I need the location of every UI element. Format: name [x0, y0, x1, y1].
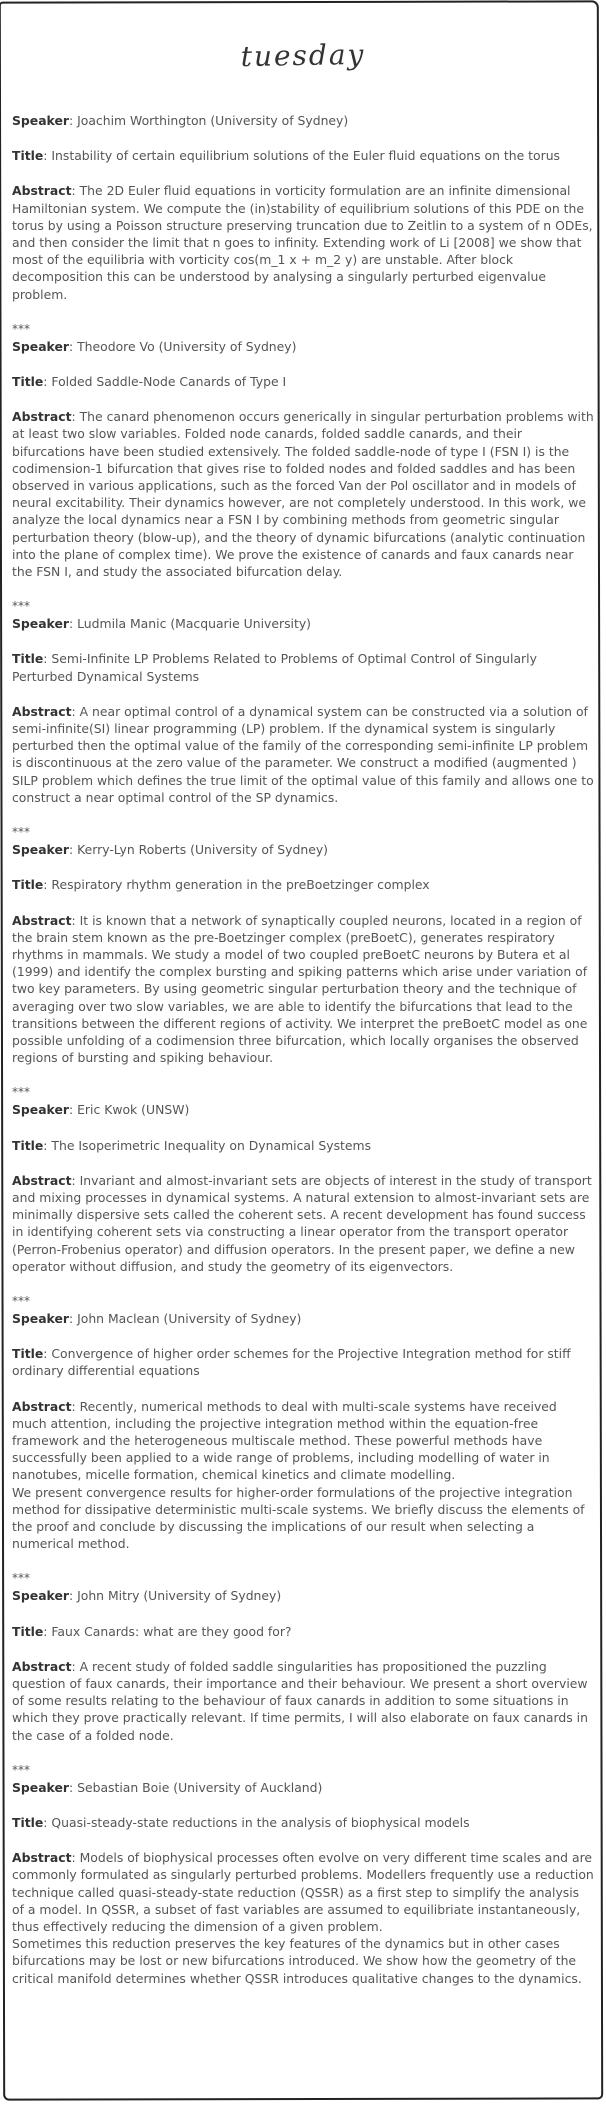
- talk-title: [12, 650, 594, 684]
- talk-entry: [12, 1293, 594, 1552]
- abstract-text: : Recently, numerical methods to deal with multi-scale systems have received much attention, including the projective integration method within the equation-free framework and the heterogeneous multiscale method. These powerful methods have successfully been applied to a wide range of problems, including modelling of water in nanotubes, micelle formation, chemical kinetics and climate modelling.: [12, 1398, 557, 1483]
- abstract-label: Abstract: [12, 1658, 72, 1674]
- abstract-paragraph: [12, 1398, 594, 1484]
- title-label: Title: [12, 1346, 44, 1362]
- title-label: Title: [12, 651, 44, 667]
- speaker-label: Speaker: [12, 1588, 69, 1604]
- abstract-text: : A near optimal control of a dynamical system can be constructed via a solution of semi-infinite(SI) linear programming (LP) problem. If the dynamical system is singularly perturbed then the optimal value of the family of the corresponding semi-infinite LP problem is discontinuous at the zero value of the parameter. We construct a modified (augmented ) SILP problem which defines the true limit of the optimal value of this family and allows one to construct a near optimal control of the SP dynamics.: [12, 703, 594, 805]
- abstract-paragraph: [12, 408, 594, 580]
- talk-title-text: : Convergence of higher order schemes for the Projective Integration method for stiff ordinary differential equations: [12, 1346, 571, 1379]
- talk-title-text: : The Isoperimetric Inequality on Dynamical Systems: [43, 1137, 372, 1153]
- title-label: Title: [12, 877, 44, 893]
- talk-separator: ***: [12, 321, 30, 336]
- speaker-label: Speaker: [12, 616, 69, 632]
- talk-title: [12, 1137, 594, 1154]
- abstract-label: Abstract: [12, 1850, 72, 1866]
- talk-speaker: [12, 1310, 594, 1327]
- talk-list: [12, 112, 594, 1987]
- abstract-text: : Invariant and almost-invariant sets are objects of interest in the study of transport and mixing processes in dynamical systems. A natural extension to almost-invariant sets are minimally dispersive sets called the coherent sets. A recent development has found success in identifying coherent sets via constructing a linear operator from the transport operator (Perron-Frobenius operator) and diffusion operators. In the present paper, we define a new operator without diffusion, and study the geometry of its eigenvectors.: [12, 1172, 592, 1274]
- talk-title-text: : Respiratory rhythm generation in the preBoetzinger complex: [43, 877, 430, 893]
- abstract-text: : The canard phenomenon occurs generically in singular perturbation problems with at least two slow variables. Folded node canards, folded saddle canards, and their bifurcations have been studied extensively. The folded saddle-node of type I (FSN I) is the codimension-1 bifurcation that gives rise to folded nodes and folded saddles and has been observed in various applications, such as the forced Van der Pol oscillator and in models of neural excitability. Their dynamics however, are not completely understood. In this work, we analyze the local dynamics near a FSN I by combining methods from geometric singular perturbation theory (blow-up), and the theory of dynamic bifurcations (analytic continuation into the plane of complex time). We prove the existence of canards and faux canards near the FSN I, and study the associated bifurcation delay.: [12, 409, 594, 580]
- title-label: Title: [12, 374, 44, 390]
- talk-title-text: : Faux Canards: what are they good for?: [43, 1623, 292, 1639]
- speaker-name: : Kerry-Lyn Roberts (University of Sydney): [68, 842, 329, 858]
- abstract-paragraph: [12, 912, 594, 1067]
- talk-separator: ***: [12, 1085, 30, 1100]
- talk-speaker: [12, 1101, 594, 1118]
- speaker-name: : Joachim Worthington (University of Sydney): [68, 113, 349, 128]
- speaker-label: Speaker: [12, 1310, 69, 1326]
- talk-speaker: [12, 338, 594, 355]
- talk-abstract: [12, 182, 594, 302]
- speaker-label: Speaker: [12, 1102, 69, 1118]
- talk-abstract: [12, 1172, 594, 1275]
- abstract-paragraph: [12, 1484, 594, 1553]
- day-heading: tuesday: [240, 37, 366, 74]
- abstract-text: Sometimes this reduction preserves the key features of the dynamics but in other cases bifurcations may be lost or new bifurcations introduced. We show how the geometry of the critical manifold determines whether QSSR introduces qualitative changes to the dynamics.: [12, 1936, 582, 1986]
- abstract-label: Abstract: [12, 1398, 72, 1414]
- title-label: Title: [12, 1137, 44, 1153]
- talk-speaker: [12, 112, 594, 129]
- talk-speaker: [12, 1779, 594, 1796]
- talk-separator: ***: [12, 1293, 30, 1308]
- talk-title-text: : Folded Saddle-Node Canards of Type I: [43, 374, 287, 390]
- abstract-text: : Models of biophysical processes often evolve on very different time scales and are commonly formulated as singularly perturbed problems. Modellers frequently use a reduction technique called quasi-steady-state reduction (QSSR) as a first step to simplify the analysis of a model. In QSSR, a subset of fast variables are assumed to equilibriate instantaneously, thus effectively reducing the dimension of a given problem.: [12, 1850, 594, 1935]
- talk-entry: [12, 112, 594, 303]
- abstract-text: : The 2D Euler fluid equations in vorticity formulation are an infinite dimensional Hamiltonian system. We compute the (in)stability of equilibrium solutions of this PDE on the torus by using a Poisson structure preserving truncation due to Zeitlin to a system of n ODEs, and then consider the limit that n goes to infinity. Extending work of Li [2008] we show that most of the equilibria with vorticity cos(m_1 x + m_2 y) are unstable. After block decomposition this can be understood by analysing a singularly perturbed eigenvalue problem.: [12, 183, 593, 302]
- talk-separator: ***: [12, 1762, 30, 1777]
- talk-separator: ***: [12, 1571, 30, 1586]
- speaker-label: Speaker: [12, 113, 69, 128]
- talk-title: [12, 876, 594, 893]
- abstract-paragraph: [12, 1849, 594, 1935]
- talk-title: [12, 1623, 594, 1640]
- talk-title-text: : Instability of certain equilibrium solutions of the Euler fluid equations on the torus: [43, 148, 561, 164]
- speaker-name: : Eric Kwok (UNSW): [68, 1102, 190, 1118]
- speaker-name: : John Maclean (University of Sydney): [68, 1310, 302, 1326]
- talk-entry: [12, 321, 594, 580]
- talk-abstract: [12, 408, 594, 580]
- talk-title: [12, 147, 594, 164]
- talk-abstract: [12, 912, 594, 1067]
- talk-speaker: [12, 615, 594, 632]
- speaker-label: Speaker: [12, 338, 69, 354]
- abstract-text: We present convergence results for higher-order formulations of the projective integration method for dissipative deterministic multi-scale systems. We briefly discuss the elements of the proof and conclude by discussing the implications of our result when selecting a numerical method.: [12, 1484, 585, 1552]
- speaker-name: : Theodore Vo (University of Sydney): [68, 338, 297, 354]
- talk-entry: [12, 1762, 594, 1987]
- speaker-name: : Sebastian Boie (University of Auckland): [68, 1779, 323, 1795]
- talk-separator: ***: [12, 599, 30, 614]
- talk-speaker: [12, 1587, 594, 1604]
- talk-entry: [12, 598, 594, 806]
- talk-title-text: : Semi-Infinite LP Problems Related to Problems of Optimal Control of Singularly Perturbed Dynamical Systems: [12, 651, 537, 684]
- talk-abstract: [12, 1398, 594, 1553]
- talk-abstract: [12, 1849, 594, 1987]
- abstract-label: Abstract: [12, 703, 72, 719]
- abstract-label: Abstract: [12, 183, 72, 199]
- talk-abstract: [12, 1658, 594, 1744]
- abstract-paragraph: [12, 1935, 594, 1987]
- talk-entry: [12, 1084, 594, 1275]
- abstract-label: Abstract: [12, 1172, 72, 1188]
- speaker-name: : John Mitry (University of Sydney): [68, 1588, 282, 1604]
- speaker-label: Speaker: [12, 842, 69, 858]
- abstract-text: : A recent study of folded saddle singularities has propositioned the puzzling question of faux canards, their importance and their behaviour. We present a short overview of some results relating to the behaviour of faux canards in addition to some situations in which they prove practically relevant. If time permits, I will also elaborate on faux canards in the case of a folded node.: [12, 1658, 588, 1743]
- talk-title: [12, 373, 594, 390]
- abstract-paragraph: [12, 703, 594, 806]
- talk-separator: ***: [12, 825, 30, 840]
- abstract-text: : It is known that a network of synaptically coupled neurons, located in a region of the brain stem known as the pre-Boetzinger complex (preBoetC), generates respiratory rhythms in mammals. We study a model of two coupled preBoetC neurons by Butera et al (1999) and identify the complex bursting and spiking patterns which arise under variation of two key parameters. By using geometric singular perturbation theory and the technique of averaging over two slow variables, we are able to identify the bifurcations that lead to the transitions between the different regions of activity. We interpret the preBoetC model as one possible unfolding of a codimension three bifurcation, which locally organises the observed regions of bursting and spiking behaviour.: [12, 912, 588, 1066]
- talk-speaker: [12, 841, 594, 858]
- speaker-label: Speaker: [12, 1779, 69, 1795]
- talk-title: [12, 1814, 594, 1831]
- speaker-name: : Ludmila Manic (Macquarie University): [68, 616, 311, 632]
- program-content: [12, 36, 594, 2005]
- abstract-paragraph: [12, 1658, 594, 1744]
- abstract-paragraph: [12, 1172, 594, 1275]
- talk-title-text: : Quasi-steady-state reductions in the analysis of biophysical models: [43, 1815, 470, 1831]
- abstract-label: Abstract: [12, 409, 72, 425]
- talk-entry: [12, 824, 594, 1066]
- abstract-label: Abstract: [12, 912, 72, 928]
- talk-abstract: [12, 703, 594, 806]
- title-label: Title: [12, 148, 44, 164]
- title-label: Title: [12, 1815, 44, 1831]
- talk-title: [12, 1345, 594, 1379]
- abstract-paragraph: [12, 182, 594, 302]
- talk-entry: [12, 1570, 594, 1743]
- title-label: Title: [12, 1623, 44, 1639]
